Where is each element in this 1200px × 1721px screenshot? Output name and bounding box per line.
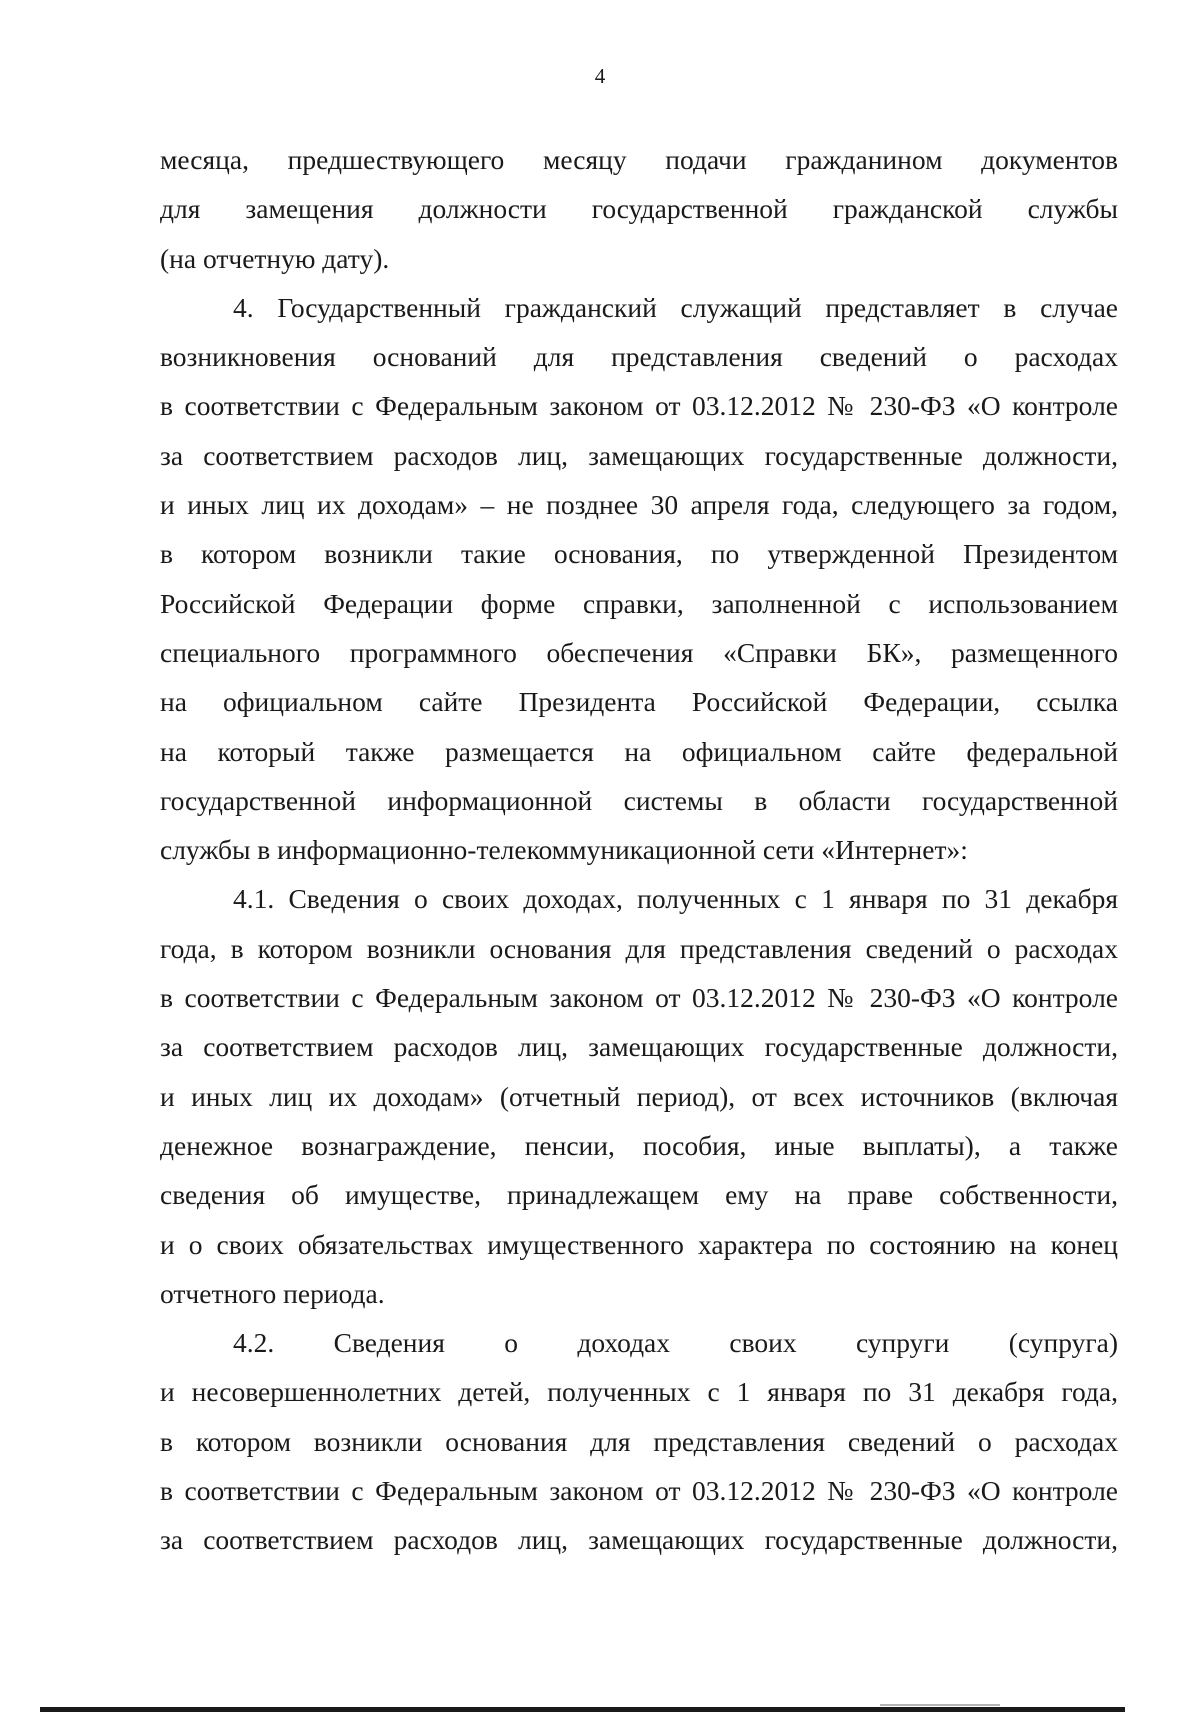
text-line: и иных лиц их доходам» (отчетный период), от всех источников (включая (160, 1080, 1118, 1112)
text-line: в котором возникли такие основания, по утвержденной Президентом (160, 538, 1118, 570)
text-line: службы в информационно-телекоммуникационной сети «Интернет»: (160, 834, 968, 866)
text-line: и несовершеннолетних детей, полученных с 1 января по 31 декабря года, (160, 1376, 1118, 1408)
text-line: за соответствием расходов лиц, замещающих государственные должности, (160, 439, 1118, 471)
text-line: года, в котором возникли основания для представления сведений о расходах (160, 932, 1118, 964)
text-line: в соответствии с Федеральным законом от 03.12.2012 № 230-ФЗ «О контроле (160, 390, 1118, 422)
text-line: специального программного обеспечения «Справки БК», размещенного (160, 636, 1118, 668)
text-line: 4.1. Сведения о своих доходах, полученных с 1 января по 31 декабря (233, 883, 1118, 915)
text-line: в соответствии с Федеральным законом от 03.12.2012 № 230-ФЗ «О контроле (160, 1475, 1118, 1507)
text-line: возникновения оснований для представления сведений о расходах (160, 341, 1118, 373)
text-line: и о своих обязательствах имущественного характера по состоянию на конец (160, 1228, 1118, 1260)
text-line: в котором возникли основания для представления сведений о расходах (160, 1425, 1118, 1457)
text-line: 4.2. Сведения о доходах своих супруги (супруга) (233, 1327, 1118, 1359)
scan-bottom-edge-line (40, 1707, 1125, 1712)
text-line: и иных лиц их доходам» – не позднее 30 апреля года, следующего за годом, (160, 489, 1118, 521)
page-number: 4 (594, 64, 606, 88)
text-line: государственной информационной системы в области государственной (160, 784, 1118, 816)
text-line: 4. Государственный гражданский служащий представляет в случае (233, 291, 1118, 323)
text-line: за соответствием расходов лиц, замещающих государственные должности, (160, 1031, 1118, 1063)
text-line: за соответствием расходов лиц, замещающих государственные должности, (160, 1524, 1118, 1556)
text-line: сведения об имуществе, принадлежащем ему на праве собственности, (160, 1179, 1118, 1211)
text-line: для замещения должности государственной гражданской службы (160, 193, 1118, 225)
document-body (160, 135, 1118, 1565)
text-line: в соответствии с Федеральным законом от 03.12.2012 № 230-ФЗ «О контроле (160, 982, 1118, 1014)
paragraph-item-4 (160, 283, 1118, 875)
text-line: на который также размещается на официальном сайте федеральной (160, 735, 1118, 767)
paragraph-continuation (160, 135, 1118, 283)
text-line: денежное вознаграждение, пенсии, пособия, иные выплаты), а также (160, 1129, 1118, 1161)
text-line: отчетного периода. (160, 1277, 385, 1309)
text-line: на официальном сайте Президента Российской Федерации, ссылка (160, 686, 1118, 718)
scan-bottom-edge-mark (880, 1704, 1000, 1706)
text-line: месяца, предшествующего месяцу подачи гражданином документов (160, 144, 1118, 175)
paragraph-item-4-1 (160, 874, 1118, 1318)
text-line: Российской Федерации форме справки, заполненной с использованием (160, 587, 1118, 619)
text-line: (на отчетную дату). (160, 242, 390, 274)
paragraph-item-4-2 (160, 1318, 1118, 1564)
